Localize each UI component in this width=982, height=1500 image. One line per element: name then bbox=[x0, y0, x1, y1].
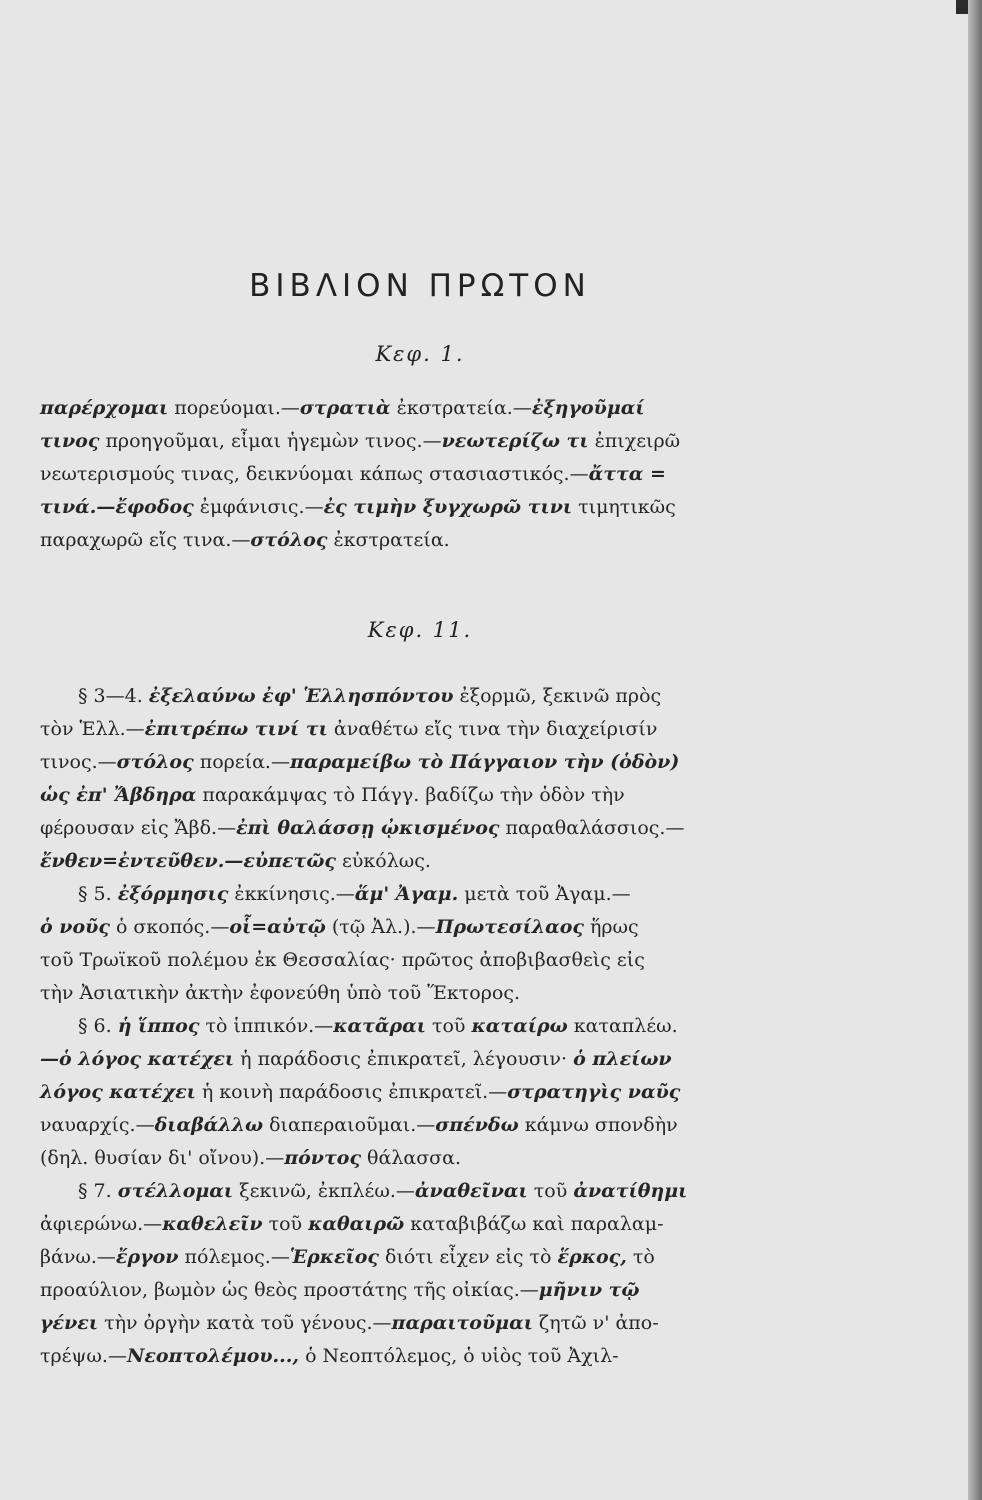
text-line bbox=[40, 1208, 784, 1241]
headword: ἐπὶ θαλάσσῃ ᾠκισμένος bbox=[236, 817, 500, 839]
headword: στόλος bbox=[250, 529, 328, 551]
headword: ἐς τιμὴν ξυγχωρῶ τινι bbox=[323, 496, 573, 518]
headword: ἔφοδος bbox=[115, 496, 194, 518]
gloss-text: πορεύομαι.— bbox=[168, 397, 300, 419]
headword: στέλλομαι bbox=[117, 1180, 234, 1202]
headword: Πρωτεσίλαος bbox=[435, 916, 584, 938]
text-line bbox=[40, 746, 784, 779]
gloss-text: διότι εἶχεν εἰς τὸ bbox=[378, 1246, 558, 1268]
gloss-text: ξεκινῶ, ἐκπλέω.— bbox=[233, 1180, 415, 1202]
gloss-text: ζητῶ ν' ἀπο- bbox=[532, 1312, 659, 1334]
headword: τινος bbox=[40, 430, 100, 452]
headword: ἐξόρμησις bbox=[117, 883, 229, 905]
text-line bbox=[40, 779, 784, 812]
gloss-text: εὐκόλως. bbox=[335, 850, 431, 872]
gloss-text: καταβιβάζω καὶ παραλαμ- bbox=[404, 1213, 664, 1235]
gloss-text: § 3—4. bbox=[78, 685, 149, 707]
headword: Ἑρκεῖος bbox=[289, 1246, 379, 1268]
headword: μῆνιν τῷ bbox=[538, 1279, 640, 1301]
headword: ἐπιτρέπω τινί τι bbox=[144, 718, 328, 740]
headword: παραμείβω τὸ Πάγγαιον τὴν (ὁδὸν) bbox=[289, 751, 680, 773]
gloss-text: τοῦ bbox=[527, 1180, 574, 1202]
text-line bbox=[40, 1076, 784, 1109]
headword: ἕρκος, bbox=[557, 1246, 627, 1268]
headword: σπένδω bbox=[435, 1114, 519, 1136]
gloss-text: τιμητικῶς bbox=[572, 496, 676, 518]
headword: κατᾶραι bbox=[333, 1015, 426, 1037]
text-line bbox=[40, 977, 784, 1010]
gloss-text: (τῷ Ἀλ.).— bbox=[325, 916, 436, 938]
text-line bbox=[40, 713, 784, 746]
text-line bbox=[40, 1307, 784, 1340]
headword: παρέρχομαι bbox=[40, 397, 169, 419]
gloss-text: τὴν ὀργὴν κατὰ τοῦ γένους.— bbox=[98, 1312, 392, 1334]
gloss-text: παρακάμψας τὸ Πάγγ. βαδίζω τὴν ὁδὸν τὴν bbox=[196, 784, 625, 806]
gloss-text: προαύλιον, βωμὸν ὡς θεὸς προστάτης τῆς οἰκίας.— bbox=[40, 1279, 539, 1301]
gloss-text: παραχωρῶ εἴς τινα.— bbox=[40, 529, 251, 551]
gloss-text: § 7. bbox=[78, 1180, 118, 1202]
headword: νεωτερίζω τι bbox=[441, 430, 589, 452]
gloss-text: § 5. bbox=[78, 883, 118, 905]
gloss-text: τὸν Ἑλλ.— bbox=[40, 718, 145, 740]
headword: τινά.— bbox=[40, 496, 116, 518]
headword: λόγος κατέχει bbox=[40, 1081, 196, 1103]
gloss-text: φέρουσαν εἰς Ἄβδ.— bbox=[40, 817, 237, 839]
headword: πόντος bbox=[284, 1147, 362, 1169]
gloss-text: τοῦ bbox=[262, 1213, 309, 1235]
corner-mark bbox=[956, 0, 968, 14]
gloss-text: νεωτερισμούς τινας, δεικνύομαι κάπως στασιαστικός.— bbox=[40, 463, 589, 485]
headword: παραιτοῦμαι bbox=[391, 1312, 533, 1334]
headword: ἡ ἵππος bbox=[117, 1015, 200, 1037]
headword: ἔνθεν=ἐντεῦθεν.— bbox=[40, 850, 244, 872]
gloss-text: καταπλέω. bbox=[567, 1015, 678, 1037]
headword: —ὁ λόγος κατέχει bbox=[40, 1048, 235, 1070]
headword: ὁ πλείων bbox=[573, 1048, 672, 1070]
text-line bbox=[40, 1043, 784, 1076]
headword: Νεοπτολέμου..., bbox=[126, 1345, 300, 1367]
text-line bbox=[40, 878, 784, 911]
headword: ὡς ἐπ' Ἄβδηρα bbox=[40, 784, 197, 806]
gloss-text: ἐκστρατεία. bbox=[327, 529, 450, 551]
headword: εὐπετῶς bbox=[243, 850, 336, 872]
gloss-text: τὸ bbox=[626, 1246, 655, 1268]
headword: ἐξελαύνω ἐφ' Ἑλλησπόντου bbox=[148, 685, 454, 707]
headword: ἄττα = bbox=[588, 463, 666, 485]
gloss-text: τὸ ἱππικόν.— bbox=[199, 1015, 334, 1037]
gloss-text: τὴν Ἀσιατικὴν ἀκτὴν ἐφονεύθη ὑπὸ τοῦ Ἕκτορος. bbox=[40, 982, 521, 1004]
gloss-text: πόλεμος.— bbox=[178, 1246, 290, 1268]
gloss-text: ἀναθέτω εἴς τινα τὴν διαχείρισίν bbox=[327, 718, 658, 740]
gloss-text: πορεία.— bbox=[193, 751, 290, 773]
headword: καθαιρῶ bbox=[308, 1213, 405, 1235]
gloss-text: προηγοῦμαι, εἶμαι ἡγεμὼν τινος.— bbox=[99, 430, 442, 452]
gloss-text: ἐξορμῶ, ξεκινῶ πρὸς bbox=[453, 685, 662, 707]
chapter-heading-1: Κεφ. 1. bbox=[375, 342, 465, 366]
gloss-text: βάνω.— bbox=[40, 1246, 116, 1268]
headword: διαβάλλω bbox=[154, 1114, 264, 1136]
gloss-text: διαπεραιοῦμαι.— bbox=[263, 1114, 436, 1136]
gloss-text: ἐπιχειρῶ bbox=[588, 430, 681, 452]
headword: γένει bbox=[40, 1312, 99, 1334]
text-line bbox=[40, 1241, 784, 1274]
headword: ἀναθεῖναι bbox=[414, 1180, 528, 1202]
gloss-text: ναυαρχίς.— bbox=[40, 1114, 155, 1136]
headword: στρατηγὶς ναῦς bbox=[507, 1081, 681, 1103]
text-line bbox=[40, 680, 784, 713]
gloss-text: ἐκκίνησις.— bbox=[228, 883, 355, 905]
text-line bbox=[40, 1274, 784, 1307]
text-line bbox=[40, 1109, 784, 1142]
gloss-text: (δηλ. θυσίαν δι' οἴνου).— bbox=[40, 1147, 285, 1169]
text-line bbox=[40, 458, 784, 491]
text-line bbox=[40, 845, 784, 878]
gloss-text: ὁ Νεοπτόλεμος, ὁ υἱὸς τοῦ Ἀχιλ- bbox=[299, 1345, 619, 1367]
gloss-text: ἡ παράδοσις ἐπικρατεῖ, λέγουσιν· bbox=[234, 1048, 574, 1070]
chapter-heading-11: Κεφ. 11. bbox=[367, 618, 473, 642]
gloss-text: ἀφιερώνω.— bbox=[40, 1213, 163, 1235]
headword: στόλος bbox=[116, 751, 194, 773]
gloss-text: ἥρως bbox=[583, 916, 639, 938]
page-edge bbox=[968, 0, 982, 1500]
headword: ἅμ' Ἀγαμ. bbox=[354, 883, 459, 905]
gloss-text: κάμνω σπονδὴν bbox=[518, 1114, 678, 1136]
text-line bbox=[40, 1010, 784, 1043]
text-line bbox=[40, 812, 784, 845]
chapter-1-text bbox=[40, 392, 784, 557]
text-line bbox=[40, 425, 784, 458]
headword: ἔργον bbox=[115, 1246, 179, 1268]
book-title: ΒΙΒΛΙΟΝ ΠΡΩΤΟΝ bbox=[249, 268, 591, 304]
text-line bbox=[40, 392, 784, 425]
gloss-text: ὁ σκοπός.— bbox=[109, 916, 230, 938]
gloss-text: μετὰ τοῦ Ἀγαμ.— bbox=[458, 883, 631, 905]
text-line bbox=[40, 944, 784, 977]
headword: ἀνατίθημι bbox=[573, 1180, 688, 1202]
gloss-text: παραθαλάσσιος.— bbox=[499, 817, 685, 839]
gloss-text: θάλασσα. bbox=[361, 1147, 462, 1169]
headword: στρατιὰ bbox=[299, 397, 391, 419]
text-line bbox=[40, 491, 784, 524]
text-line bbox=[40, 1175, 784, 1208]
gloss-text: § 6. bbox=[78, 1015, 118, 1037]
text-line bbox=[40, 524, 784, 557]
text-line bbox=[40, 1142, 784, 1175]
text-line bbox=[40, 911, 784, 944]
gloss-text: τρέψω.— bbox=[40, 1345, 127, 1367]
gloss-text: τοῦ Τρωϊκοῦ πολέμου ἐκ Θεσσαλίας· πρῶτος ἀποβιβασθεὶς εἰς bbox=[40, 949, 645, 971]
headword: καταίρω bbox=[471, 1015, 568, 1037]
gloss-text: τινος.— bbox=[40, 751, 117, 773]
gloss-text: τοῦ bbox=[425, 1015, 472, 1037]
headword: οἷ=αὐτῷ bbox=[229, 916, 326, 938]
headword: ὁ νοῦς bbox=[40, 916, 110, 938]
chapter-11-text bbox=[40, 680, 784, 1373]
headword: ἐξηγοῦμαί bbox=[531, 397, 645, 419]
gloss-text: ἡ κοινὴ παράδοσις ἐπικρατεῖ.— bbox=[195, 1081, 508, 1103]
gloss-text: ἐκστρατεία.— bbox=[390, 397, 532, 419]
text-line bbox=[40, 1340, 784, 1373]
gloss-text: ἐμφάνισις.— bbox=[193, 496, 324, 518]
headword: καθελεῖν bbox=[162, 1213, 263, 1235]
